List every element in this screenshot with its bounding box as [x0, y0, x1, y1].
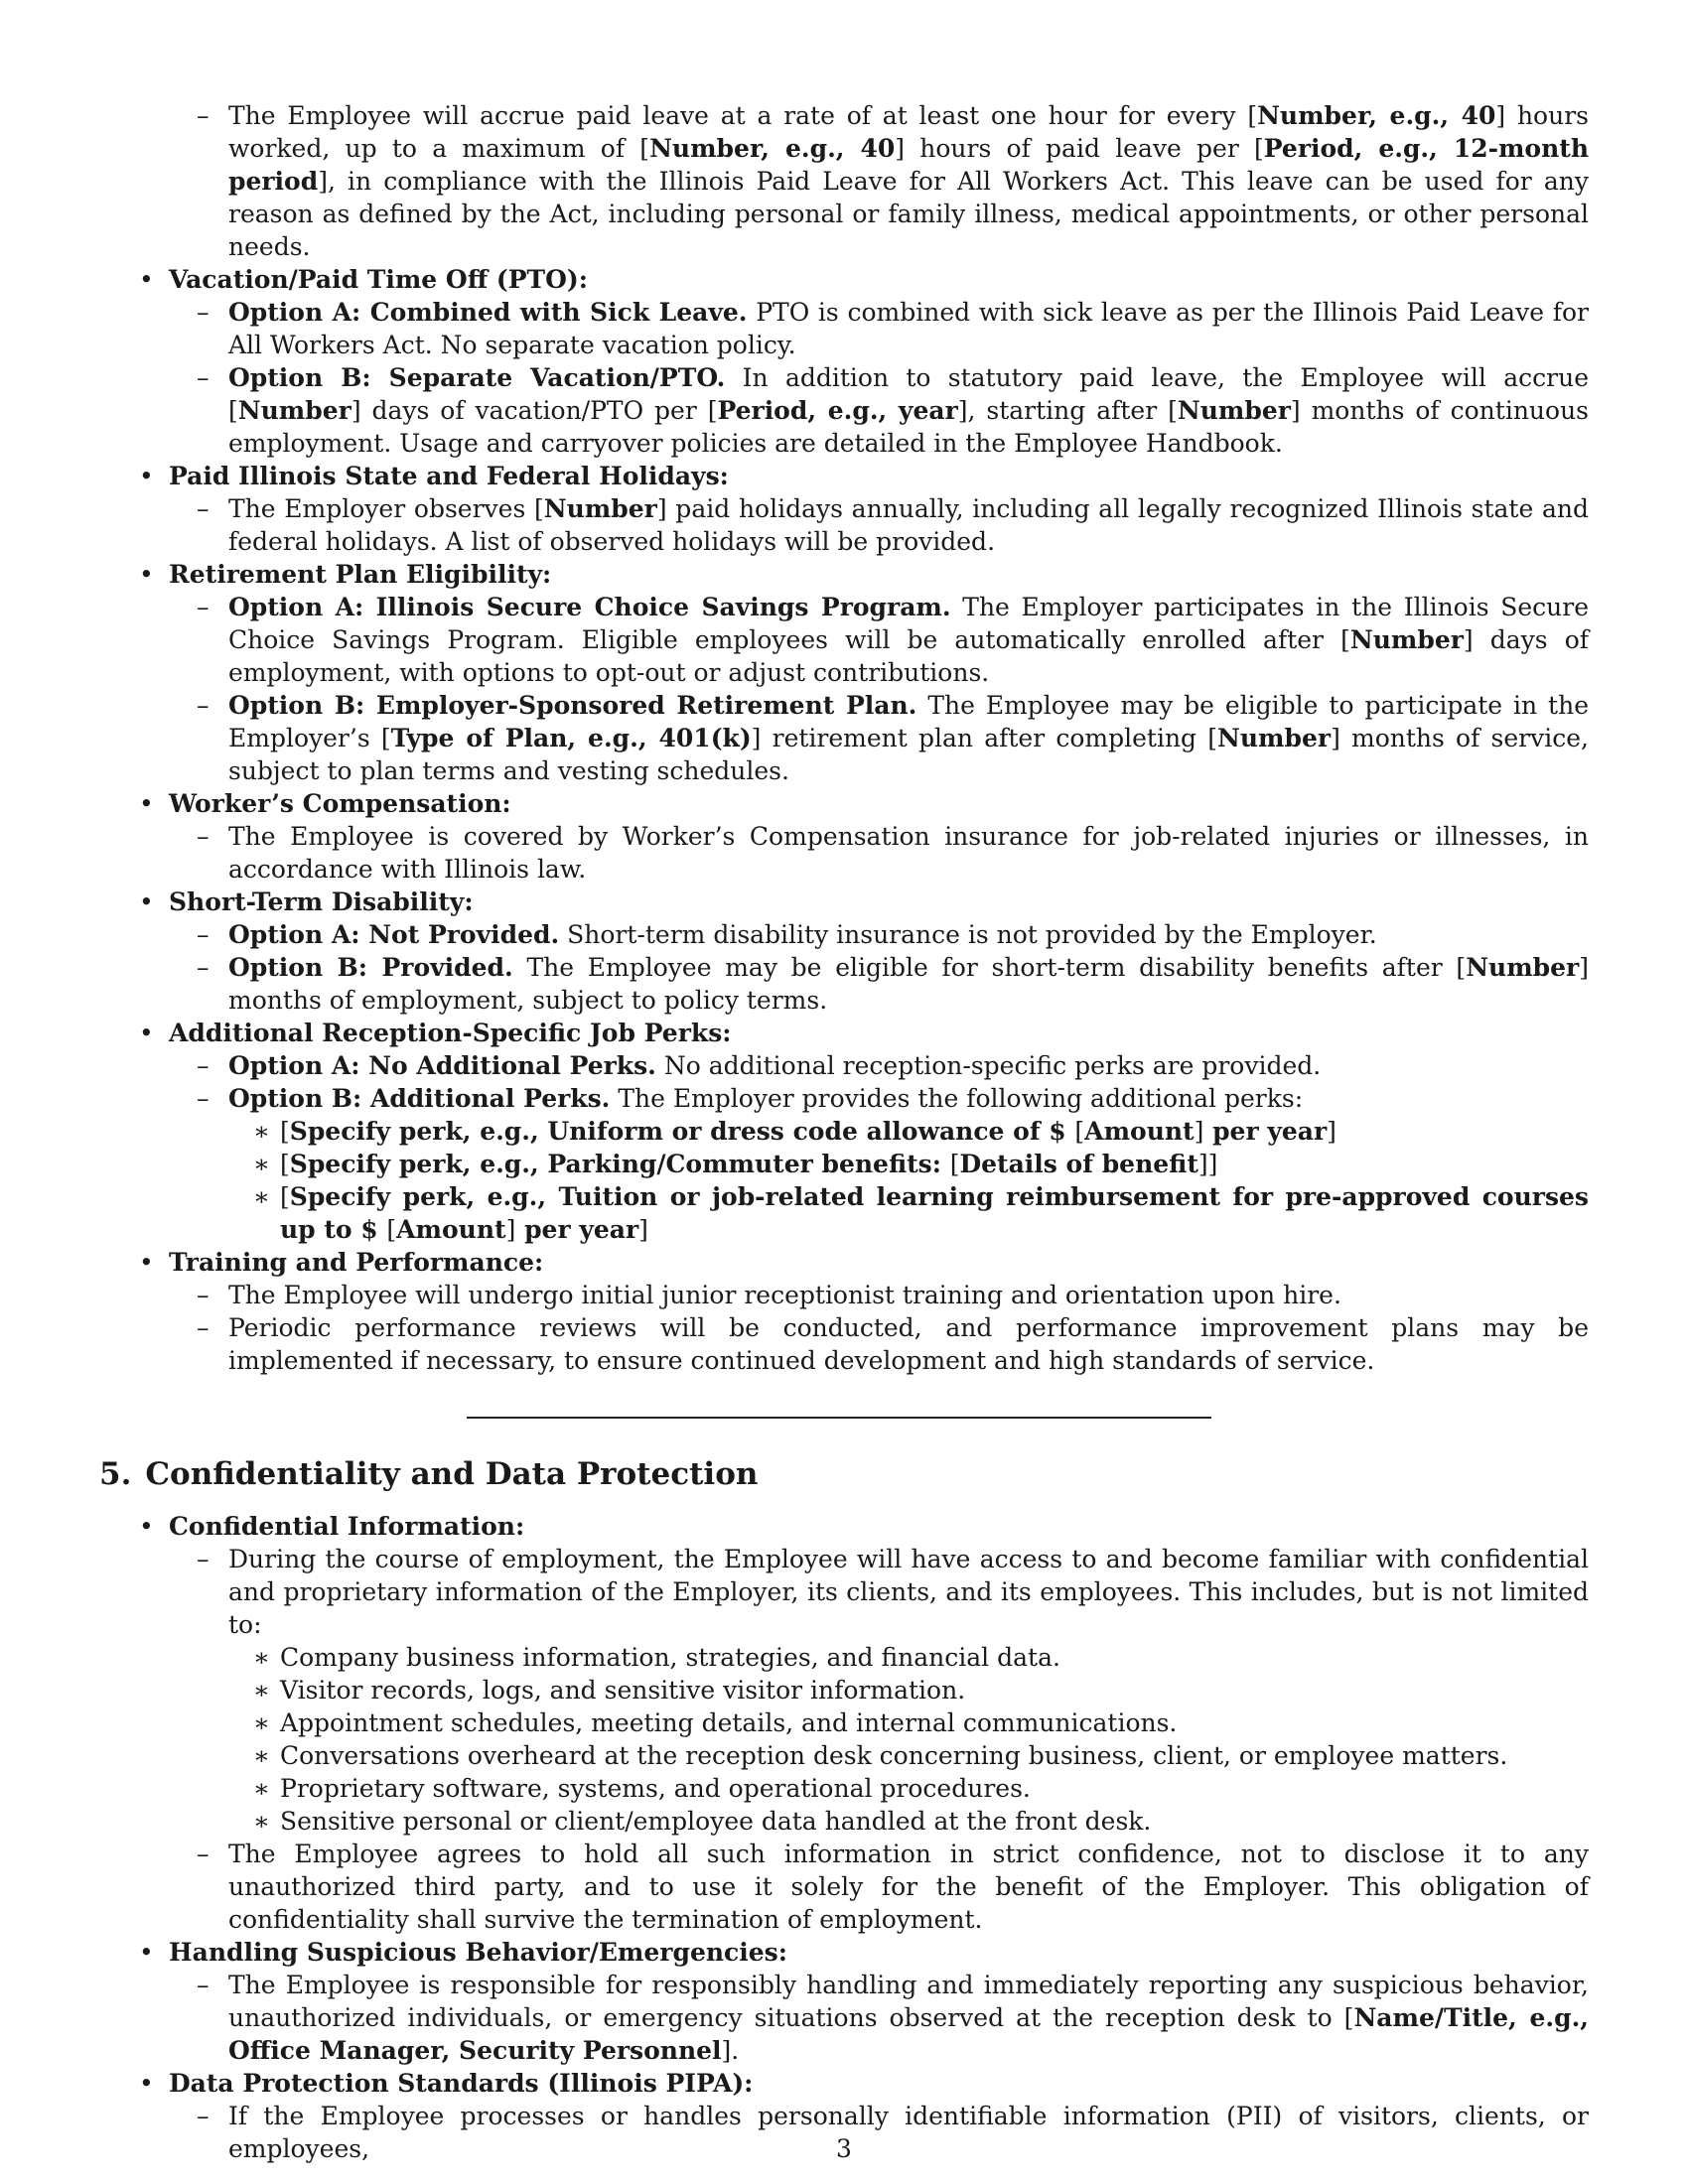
- list-item-retirement-option-a: [99, 591, 1589, 689]
- bold-text: Data Protection Standards (Illinois PIPA):: [169, 2069, 754, 2098]
- bold-text: Amount: [1084, 1117, 1195, 1146]
- bold-text: per year: [1203, 1117, 1328, 1146]
- bullet-marker: –: [197, 1281, 210, 1309]
- bullet-marker: –: [197, 1840, 210, 1868]
- list-item-confidential-access: [99, 1543, 1589, 1641]
- list-item-holidays-detail: [99, 492, 1589, 558]
- bold-text: Option B: Provided.: [228, 953, 513, 982]
- text: The Employee is covered by Worker’s Compensation insurance for job-related injuries or illnesses, in accordance with Illinois law.: [228, 822, 1589, 884]
- text: Company business information, strategies, and financial data.: [280, 1643, 1060, 1672]
- bullet-marker: •: [139, 887, 154, 916]
- bold-text: Specify perk, e.g., Tuition or job-related learning reimbursement for pre-approved courses up to $: [280, 1182, 1589, 1244]
- bold-text: Number: [1466, 953, 1580, 982]
- text: If the Employee processes or handles personally identifiable information (PII) of visitors, clients, or employees,: [228, 2102, 1589, 2163]
- list-item-conf-item-conversations: [99, 1739, 1589, 1772]
- text: [: [1074, 1117, 1085, 1146]
- bullet-marker: –: [197, 1313, 210, 1342]
- bullet-marker: •: [139, 1248, 154, 1277]
- bullet-marker: •: [139, 462, 154, 490]
- bullet-marker: •: [139, 789, 154, 818]
- text: The Employee may be eligible to participate in the Employer’s [: [228, 691, 1590, 752]
- list-item-confidential-agreement: [99, 1838, 1589, 1936]
- bullet-marker: –: [197, 1084, 210, 1113]
- bold-text: Number: [1349, 625, 1464, 654]
- document-page: [99, 99, 1589, 2165]
- bullet-marker: –: [197, 593, 210, 621]
- text: ] days of employment, with options to opt-out or adjust contributions.: [228, 625, 1589, 687]
- list-item-perk-parking: [99, 1148, 1589, 1180]
- text: Proprietary software, systems, and operational procedures.: [280, 1774, 1031, 1803]
- list-item-paid-leave-accrual: [99, 99, 1589, 263]
- text: The Employee will undergo initial junior receptionist training and orientation upon hire.: [228, 1281, 1341, 1309]
- list-item-short-term-disability: [99, 886, 1589, 918]
- list-item-reception-perks: [99, 1017, 1589, 1049]
- bullet-marker: •: [139, 1512, 154, 1541]
- bullet-marker: •: [139, 2069, 154, 2098]
- list-item-paid-holidays: [99, 460, 1589, 492]
- bold-text: Specify perk, e.g., Parking/Commuter benefits:: [289, 1150, 950, 1178]
- bullet-marker: •: [139, 1019, 154, 1047]
- text: ]: [638, 1215, 648, 1244]
- section-title: Confidentiality and Data Protection: [145, 1456, 759, 1492]
- text: ]]: [1197, 1150, 1218, 1178]
- bold-text: Number: [1217, 724, 1332, 752]
- list-item-retirement-option-b: [99, 689, 1589, 787]
- bold-text: Type of Plan, e.g., 401(k): [390, 724, 752, 752]
- text: [: [280, 1117, 290, 1146]
- list-item-conf-item-visitor: [99, 1674, 1589, 1706]
- text: [: [280, 1150, 290, 1178]
- list-item-vacation-pto: [99, 263, 1589, 296]
- text: The Employee will accrue paid leave at a rate of at least one hour for every [: [228, 101, 1258, 130]
- bullet-marker: ∗: [253, 1150, 270, 1178]
- bold-text: Handling Suspicious Behavior/Emergencies:: [169, 1938, 787, 1967]
- bold-text: Period, e.g., year: [717, 396, 958, 425]
- text: The Employee agrees to hold all such information in strict confidence, not to disclose it to any unauthorized third party, and to use it solely for the benefit of the Employer. This obligation of confidentiality shall survive the termination of employment.: [228, 1840, 1589, 1934]
- text: [: [386, 1215, 397, 1244]
- bold-text: Option A: No Additional Perks.: [228, 1051, 656, 1080]
- list-item-perks-option-b: [99, 1082, 1589, 1115]
- section-divider: [467, 1417, 1211, 1419]
- list-item-conf-item-schedules: [99, 1706, 1589, 1739]
- bullet-marker: –: [197, 298, 210, 327]
- bold-text: Option A: Combined with Sick Leave.: [228, 298, 748, 327]
- text: ] days of vacation/PTO per [: [351, 396, 718, 425]
- bold-text: Period, e.g., 12-month period: [228, 134, 1590, 196]
- text: The Employee is responsible for responsibly handling and immediately reporting any suspicious behavior, unauthorized individuals, or emergency situations observed at the reception desk to [: [228, 1971, 1589, 2032]
- bold-text: Confidential Information:: [169, 1512, 525, 1541]
- list-item-workers-comp: [99, 787, 1589, 820]
- bullet-marker: –: [197, 1051, 210, 1080]
- list-item-conf-item-business: [99, 1641, 1589, 1674]
- text: ] months of employment, subject to policy terms.: [228, 953, 1589, 1015]
- text: ].: [721, 2036, 740, 2065]
- bold-text: Specify perk, e.g., Uniform or dress code allowance of $: [289, 1117, 1075, 1146]
- bullet-marker: ∗: [253, 1182, 270, 1211]
- bold-text: per year: [515, 1215, 639, 1244]
- bullet-marker: ∗: [253, 1774, 270, 1803]
- text: Short-term disability insurance is not provided by the Employer.: [559, 920, 1377, 949]
- text: ], starting after [: [957, 396, 1178, 425]
- list-item-pto-option-a: [99, 296, 1589, 361]
- list-item-training-performance: [99, 1246, 1589, 1279]
- bullet-marker: ∗: [253, 1117, 270, 1146]
- list-item-perk-uniform: [99, 1115, 1589, 1148]
- bullet-marker: –: [197, 920, 210, 949]
- list-item-pto-option-b: [99, 361, 1589, 460]
- bullet-marker: •: [139, 265, 154, 294]
- section-number: 5.: [99, 1456, 132, 1492]
- confidentiality-list: [99, 1510, 1589, 2165]
- text: In addition to statutory paid leave, the Employee will accrue [: [228, 363, 1589, 425]
- list-item-suspicious-detail: [99, 1969, 1589, 2067]
- bold-text: Number, e.g., 40: [649, 134, 896, 163]
- list-item-perk-tuition: [99, 1180, 1589, 1246]
- text: ] retirement plan after completing [: [751, 724, 1218, 752]
- list-item-conf-item-personal-data: [99, 1805, 1589, 1838]
- bold-text: Additional Reception-Specific Job Perks:: [169, 1019, 732, 1047]
- bullet-marker: –: [197, 2102, 210, 2130]
- bold-text: Retirement Plan Eligibility:: [169, 560, 552, 589]
- text: ] paid holidays annually, including all legally recognized Illinois state and federal holidays. A list of observed holidays will be provided.: [228, 494, 1589, 556]
- bold-text: Number: [1177, 396, 1291, 425]
- text: ], in compliance with the Illinois Paid Leave for All Workers Act. This leave can be used for any reason as defined by the Act, including personal or family illness, medical appointments, or other personal needs.: [228, 167, 1589, 261]
- bold-text: Option A: Illinois Secure Choice Savings Program.: [228, 593, 951, 621]
- text: During the course of employment, the Employee will have access to and become familiar with confidential and proprietary information of the Employer, its clients, and its employees. This includes, but is not limited to:: [228, 1545, 1589, 1639]
- text: PTO is combined with sick leave as per the Illinois Paid Leave for All Workers Act. No separate vacation policy.: [228, 298, 1589, 359]
- text: The Employer observes [: [228, 494, 544, 523]
- bullet-marker: ∗: [253, 1807, 270, 1836]
- text: [: [280, 1182, 290, 1211]
- page-number: 3: [836, 2134, 852, 2163]
- text: Sensitive personal or client/employee data handled at the front desk.: [280, 1807, 1152, 1836]
- list-item-data-protection: [99, 2067, 1589, 2100]
- bullet-marker: •: [139, 1938, 154, 1967]
- list-item-conf-item-software: [99, 1772, 1589, 1805]
- section-heading: [99, 1456, 1589, 1492]
- bold-text: Details of benefit: [959, 1150, 1198, 1178]
- text: The Employer provides the following additional perks:: [610, 1084, 1304, 1113]
- bold-text: Number: [237, 396, 352, 425]
- text: ] hours of paid leave per [: [895, 134, 1264, 163]
- text: Periodic performance reviews will be conducted, and performance improvement plans may be implemented if necessary, to ensure continued development and high standards of service.: [228, 1313, 1589, 1375]
- bold-text: Option B: Employer-Sponsored Retirement Plan.: [228, 691, 917, 720]
- bullet-marker: ∗: [253, 1741, 270, 1770]
- text: ] months of service, subject to plan terms and vesting schedules.: [228, 724, 1589, 785]
- benefits-list: [99, 99, 1589, 1377]
- bold-text: Name/Title, e.g., Office Manager, Security Personnel: [228, 2003, 1589, 2065]
- bold-text: Vacation/Paid Time Off (PTO):: [169, 265, 588, 294]
- bullet-marker: •: [139, 560, 154, 589]
- text: The Employee may be eligible for short-term disability benefits after [: [512, 953, 1467, 982]
- bold-text: Worker’s Compensation:: [169, 789, 511, 818]
- bold-text: Training and Performance:: [169, 1248, 544, 1277]
- text: Appointment schedules, meeting details, and internal communications.: [280, 1708, 1178, 1737]
- list-item-std-option-b: [99, 951, 1589, 1017]
- list-item-confidential-info: [99, 1510, 1589, 1543]
- text: [: [949, 1150, 960, 1178]
- bullet-marker: –: [197, 1545, 210, 1573]
- text: ]: [1327, 1117, 1336, 1146]
- list-item-perks-option-a: [99, 1049, 1589, 1082]
- list-item-suspicious-behavior: [99, 1936, 1589, 1969]
- bullet-marker: –: [197, 494, 210, 523]
- bold-text: Short-Term Disability:: [169, 887, 474, 916]
- bullet-marker: ∗: [253, 1676, 270, 1705]
- bold-text: Paid Illinois State and Federal Holidays:: [169, 462, 729, 490]
- text: Visitor records, logs, and sensitive visitor information.: [280, 1676, 966, 1705]
- text: No additional reception-specific perks are provided.: [655, 1051, 1322, 1080]
- bullet-marker: –: [197, 822, 210, 851]
- bold-text: Option B: Separate Vacation/PTO.: [228, 363, 726, 392]
- bold-text: Option B: Additional Perks.: [228, 1084, 611, 1113]
- text: The Employer participates in the Illinois Secure Choice Savings Program. Eligible employees will be automatically enrolled after [: [228, 593, 1590, 654]
- text: ]: [505, 1215, 516, 1244]
- text: ]: [1194, 1117, 1204, 1146]
- list-item-performance-detail: [99, 1311, 1589, 1377]
- bold-text: Amount: [396, 1215, 506, 1244]
- bullet-marker: –: [197, 691, 210, 720]
- bold-text: Number, e.g., 40: [1257, 101, 1496, 130]
- bullet-marker: ∗: [253, 1708, 270, 1737]
- list-item-retirement-plan: [99, 558, 1589, 591]
- list-item-training-detail: [99, 1279, 1589, 1311]
- bullet-marker: ∗: [253, 1643, 270, 1672]
- list-item-std-option-a: [99, 918, 1589, 951]
- text: Conversations overheard at the reception desk concerning business, client, or employee matters.: [280, 1741, 1508, 1770]
- bold-text: Option A: Not Provided.: [228, 920, 560, 949]
- bullet-marker: –: [197, 363, 210, 392]
- bullet-marker: –: [197, 1971, 210, 1999]
- bullet-marker: –: [197, 101, 210, 130]
- bold-text: Number: [543, 494, 657, 523]
- text: ] months of continuous employment. Usage and carryover policies are detailed in the Employee Handbook.: [228, 396, 1589, 458]
- text: ] hours worked, up to a maximum of [: [228, 101, 1589, 163]
- list-item-workers-comp-detail: [99, 820, 1589, 886]
- bullet-marker: –: [197, 953, 210, 982]
